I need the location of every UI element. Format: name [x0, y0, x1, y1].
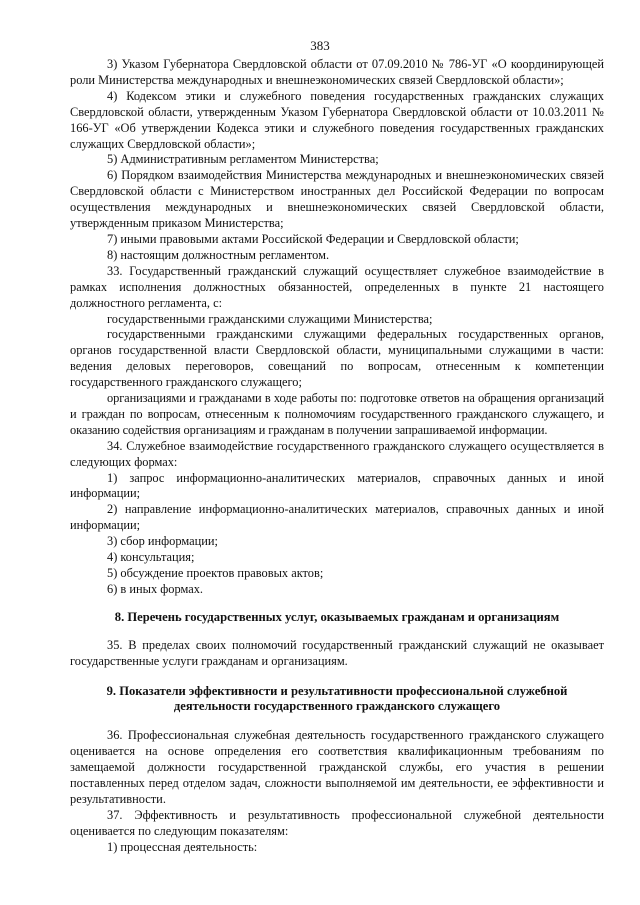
paragraph-34-item-4: 4) консультация;: [107, 550, 195, 565]
paragraph-34-item-5: 5) обсуждение проектов правовых актов;: [107, 566, 324, 580]
section-heading-9: 9. Показатели эффективности и результативности профессиональной служебной деятельности государственного гражданского служащего: [106, 683, 568, 714]
paragraph-37: 37. Эффективность и результативность профессиональной служебной деятельности оценивается по следующим показателям:: [70, 807, 604, 838]
paragraph-8-reglament: 8) настоящим должностным регламентом.: [107, 247, 330, 262]
paragraph-34-item-6: 6) в иных формах.: [107, 581, 204, 596]
paragraph-33-organizations: организациями и гражданами в ходе работы по: подготовке ответов на обращения организаций и граждан по вопросам, отнесенным к полномочиям государственного гражданского служащего, и оказанию содействия организациям и гражданам в получении запрашиваемой информации.: [70, 391, 604, 437]
paragraph-5-reglament: 5) Административным регламентом Министерства;: [107, 152, 379, 167]
paragraph-35: 35. В пределах своих полномочий государственный гражданский служащий не оказывает государственные услуги гражданам и организациям.: [70, 637, 604, 668]
paragraph-6-poryadok: 6) Порядком взаимодействия Министерства международных и внешнеэкономических связей Свердловской области с Министерством иностранных дел Российской Федерации по вопросам осуществления международных и внешнеэкономических связей Свердловской области, утвержденным приказом Министерства;: [70, 168, 604, 231]
paragraph-34: 34. Служебное взаимодействие государственного гражданского служащего осуществляется в следующих формах:: [70, 438, 604, 469]
paragraph-34-item-3: 3) сбор информации;: [107, 534, 218, 549]
paragraph-3-ukaz: 3) Указом Губернатора Свердловской области от 07.09.2010 № 786-УГ «О координирующей роли Министерства международных и внешнеэкономических связей Свердловской области»;: [70, 57, 604, 87]
document-body: [70, 57, 604, 856]
paragraph-7-pravovye-akty: 7) иными правовыми актами Российской Федерации и Свердловской области;: [107, 231, 519, 246]
paragraph-34-item-2: 2) направление информационно-аналитических материалов, справочных данных и иной информации;: [70, 502, 604, 533]
section-heading-8: 8. Перечень государственных услуг, оказываемых гражданам и организациям: [114, 609, 560, 624]
page-number: 383: [310, 38, 330, 53]
paragraph-33-ministry: государственными гражданскими служащими Министерства;: [107, 311, 433, 326]
paragraph-36: 36. Профессиональная служебная деятельность государственного гражданского служащего оценивается на основе определения его соответствия квалификационным требованиям по замещаемой должности государственной гражданской службы, его участия в решении поставленных перед отделом задач, сложности выполняемой им деятельности, ее эффективности и результативности.: [70, 728, 604, 806]
paragraph-33-federal: государственными гражданскими служащими федеральных государственных органов, органов государственной власти Свердловской области, муниципальными служащими в части: ведения деловых переговоров, совещаний по вопросам, отнесенным к компетенции государственного гражданского служащего;: [70, 327, 604, 390]
paragraph-33: 33. Государственный гражданский служащий осуществляет служебное взаимодействие в рамках исполнения должностных обязанностей, определенных в пункте 21 настоящего должностного регламента, с:: [70, 263, 604, 310]
paragraph-34-item-1: 1) запрос информационно-аналитических материалов, справочных данных и иной информации;: [70, 470, 604, 501]
paragraph-4-kodeks: 4) Кодексом этики и служебного поведения государственных гражданских служащих Свердловской области, утвержденным Указом Губернатора Свердловской области от 10.03.2011 № 166-УГ «Об утверждении Кодекса этики и служебного поведения государственных гражданских служащих Свердловской области»;: [70, 88, 604, 151]
paragraph-37-item-1: 1) процессная деятельность:: [107, 839, 258, 854]
